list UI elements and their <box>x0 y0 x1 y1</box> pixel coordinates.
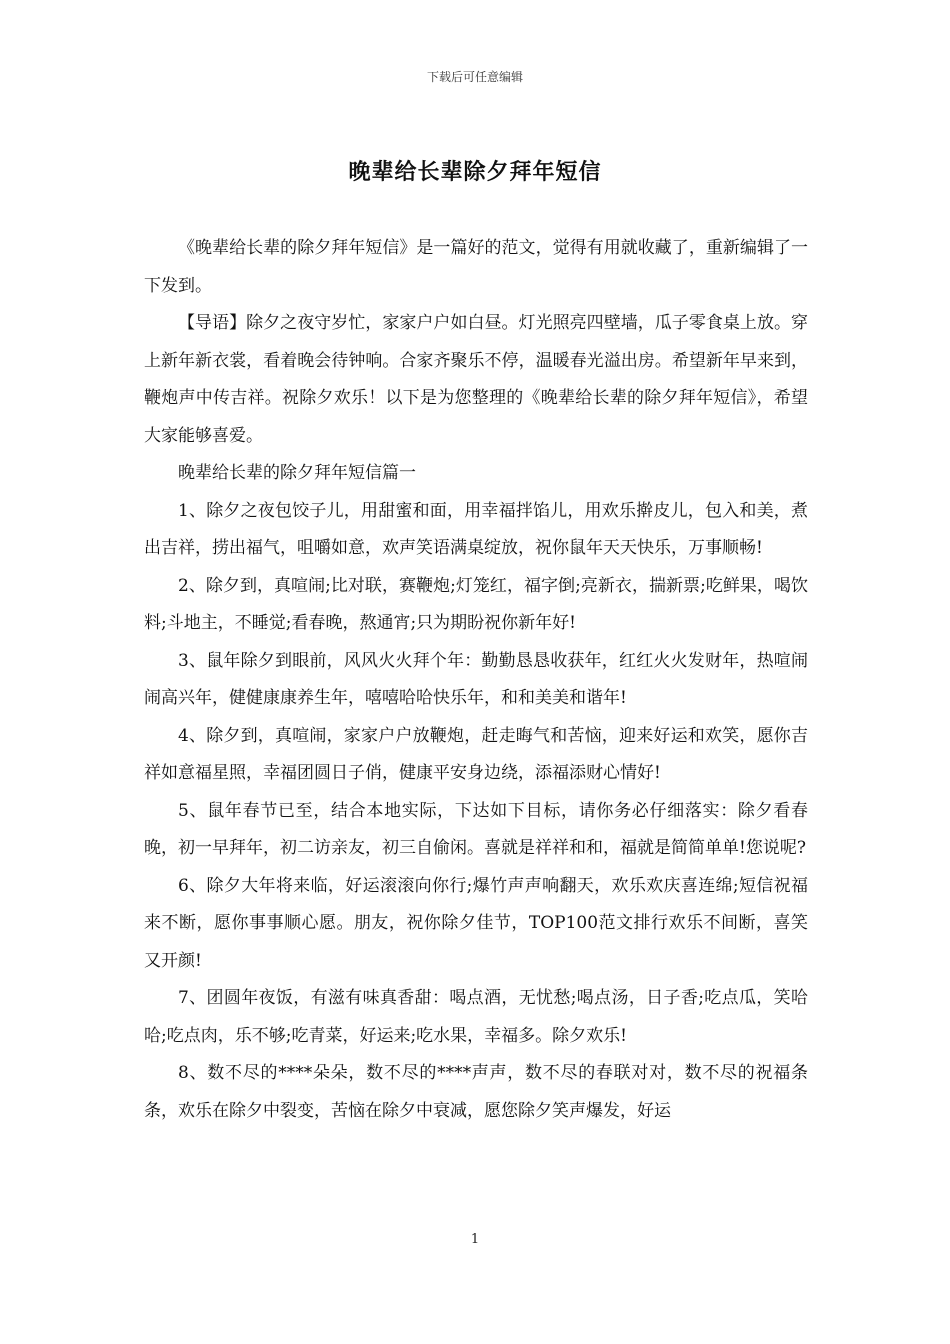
message-item-5: 5、鼠年春节已至，结合本地实际，下达如下目标，请你务必仔细落实：除夕看春晚，初一早拜年，初二访亲友，初三自偷闲。喜就是祥祥和和，福就是简简单单!您说呢? <box>144 800 808 858</box>
message-item-4: 4、除夕到，真喧闹，家家户户放鞭炮，赶走晦气和苦恼，迎来好运和欢笑，愿你吉祥如意福星照，幸福团圆日子俏，健康平安身边绕，添福添财心情好! <box>144 725 808 783</box>
section-heading: 晚辈给长辈的除夕拜年短信篇一 <box>178 463 416 483</box>
message-item-8: 8、数不尽的****朵朵，数不尽的****声声，数不尽的春联对对，数不尽的祝福条条，欢乐在除夕中裂变，苦恼在除夕中衰减，愿您除夕笑声爆发，好运 <box>144 1063 808 1121</box>
message-item-2: 2、除夕到，真喧闹;比对联，赛鞭炮;灯笼红，福字倒;亮新衣，揣新票;吃鲜果，喝饮料;斗地主，不睡觉;看春晚，熬通宵;只为期盼祝你新年好! <box>144 575 808 633</box>
message-item-1: 1、除夕之夜包饺子儿，用甜蜜和面，用幸福拌馅儿，用欢乐擀皮儿，包入和美，煮出吉祥，捞出福气，咀嚼如意，欢声笑语满桌绽放，祝你鼠年天天快乐，万事顺畅! <box>144 500 808 558</box>
lead-paragraph: 【导语】除夕之夜守岁忙，家家户户如白昼。灯光照亮四壁墙，瓜子零食桌上放。穿上新年新衣裳，看着晚会待钟响。合家齐聚乐不停，温暖春光溢出房。希望新年早来到，鞭炮声中传吉祥。祝除夕欢乐！以下是为您整理的《晚辈给长辈的除夕拜年短信》，希望大家能够喜爱。 <box>144 313 808 446</box>
document-body <box>144 230 808 1130</box>
message-item-3: 3、鼠年除夕到眼前，风风火火拜个年：勤勤恳恳收获年，红红火火发财年，热喧闹闹高兴年，健健康康养生年，嘻嘻哈哈快乐年，和和美美和谐年! <box>144 650 808 708</box>
document-title: 晚辈给长辈除夕拜年短信 <box>348 159 602 185</box>
page-header-note: 下载后可任意编辑 <box>426 70 523 84</box>
intro-paragraph: 《晚辈给长辈的除夕拜年短信》是一篇好的范文，觉得有用就收藏了，重新编辑了一下发到。 <box>144 238 808 296</box>
message-item-7: 7、团圆年夜饭，有滋有味真香甜：喝点酒，无忧愁;喝点汤，日子香;吃点瓜，笑哈哈;吃点肉，乐不够;吃青菜，好运来;吃水果，幸福多。除夕欢乐! <box>144 988 808 1046</box>
message-item-6: 6、除夕大年将来临，好运滚滚向你行;爆竹声声响翻天，欢乐欢庆喜连绵;短信祝福来不断，愿你事事顺心愿。朋友，祝你除夕佳节，TOP100范文排行欢乐不间断，喜笑又开颜! <box>144 875 808 971</box>
page-number: 1 <box>470 1232 480 1247</box>
